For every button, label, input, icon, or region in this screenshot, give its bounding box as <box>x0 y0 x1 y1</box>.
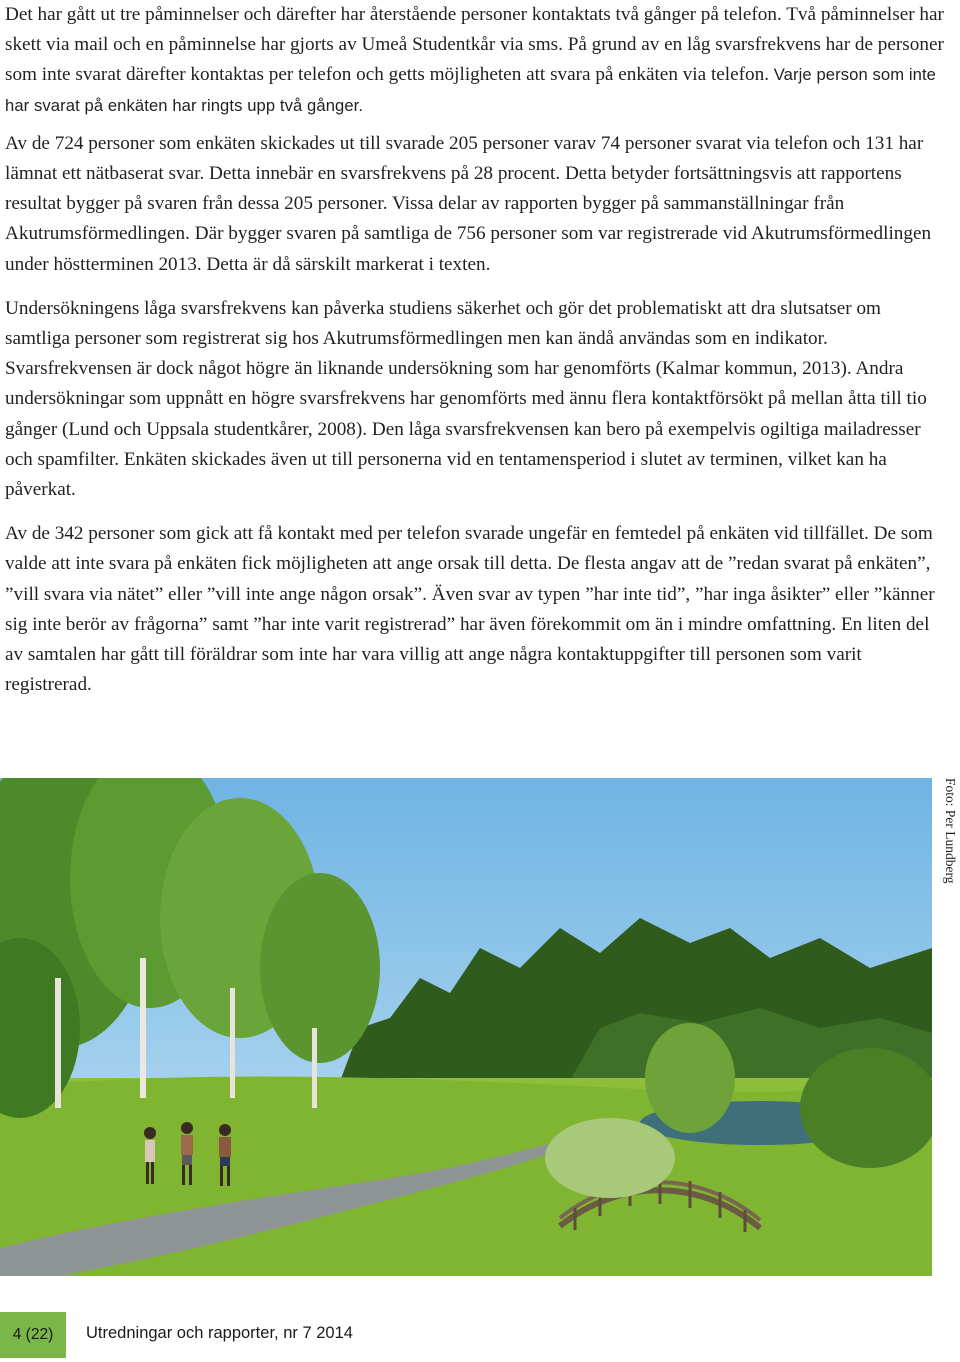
page-footer <box>0 1312 960 1362</box>
park-photo <box>0 778 932 1276</box>
paragraph-reminders-sans: Varje person som inte har svarat på enkäten har ringts upp två gånger. <box>5 65 937 115</box>
paragraph-phone-contacts: Av de 342 personer som gick att få kontakt med per telefon svarade ungefär en femtedel på enkäten vid tillfället. De som valde att inte svara på enkäten fick möjligheten att ange orsak till detta. De flesta angav att de ”redan svarat på enkäten”, ”vill svara via nätet” eller ”vill inte ange någon orsak”. Även svar av typen ”har inte tid”, ”har inga åsikter” eller ”känner sig inte berör av frågorna” samt ”har inte varit registrerad” har även förekommit om än i mindre omfattning. En liten del av samtalen har gått till föräldrar som inte har vara villig att ange några kontaktuppgifter till personen som varit registrerad. <box>5 523 935 696</box>
paragraph-reminders-serif: Det har gått ut tre påminnelser och därefter har återstående personer kontaktats två gånger på telefon. Två påminnelser har skett via mail och en påminnelse har gjorts av Umeå Studentkår via sms. På grund av en låg svarsfrekvens har de personer som inte svarat därefter kontaktas per telefon och getts möjligheten att svara på enkäten via telefon. <box>5 4 944 86</box>
body-text <box>5 0 945 712</box>
page-number-badge: 4 (22) <box>0 1312 66 1358</box>
paragraph-low-response: Undersökningens låga svarsfrekvens kan påverka studiens säkerhet och gör det problematiskt att dra slutsatser om samtliga personer som registrerat sig hos Akutrumsförmedlingen men kan ändå användas som en indikator. Svarsfrekvensen är dock något högre än liknande undersökning som har genomförts (Kalmar kommun, 2013). Andra undersökningar som uppnått en högre svarsfrekvens har genomförts med ännu flera kontaktförsökt på mellan åtta till tio gånger (Lund och Uppsala studentkårer, 2008). Den låga svarsfrekvensen kan bero på exempelvis ogiltiga mailadresser och spamfilter. Enkäten skickades även ut till personerna vid en tentamensperiod i slutet av terminen, vilket kan ha påverkat. <box>5 297 927 501</box>
photo-credit: Foto: Per Lundberg <box>943 778 958 884</box>
paragraph-response-rate: Av de 724 personer som enkäten skickades ut till svarade 205 personer varav 74 personer svarat via telefon och 131 har lämnat ett nätbaserat svar. Detta innebär en svarsfrekvens på 28 procent. Detta betyder fortsättningsvis att rapportens resultat bygger på svaren från dessa 205 personer. Vissa delar av rapporten bygger på sammanställningar från Akutrumsförmedlingen. Där bygger svaren på samtliga de 756 personer som var registrerade vid Akutrumsförmedlingen under höstterminen 2013. Detta är då särskilt markerat i texten. <box>5 132 932 275</box>
publication-title: Utredningar och rapporter, nr 7 2014 <box>86 1324 353 1342</box>
paragraph-reminders <box>5 0 945 121</box>
